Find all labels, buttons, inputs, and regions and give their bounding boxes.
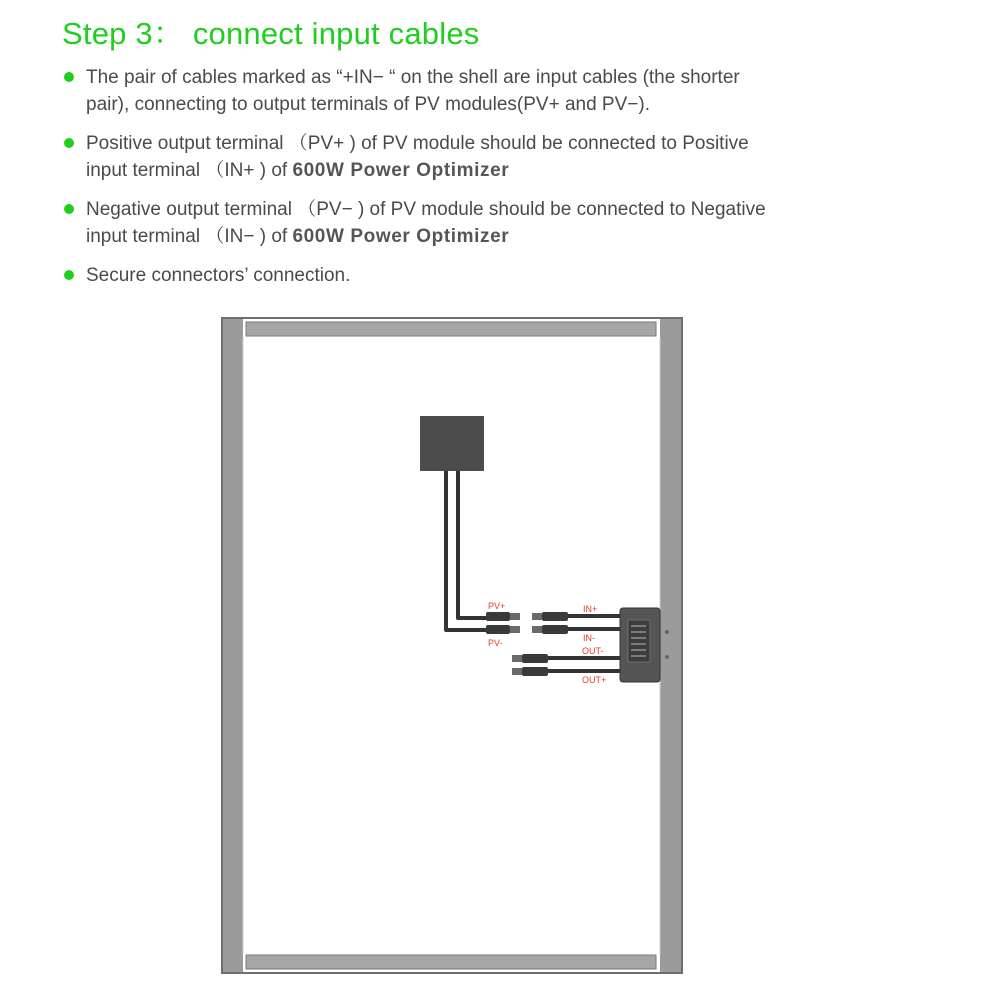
instruction-1-line-1: The pair of cables marked as “+IN− “ on the shell are input cables (the shorter [86,67,740,88]
frame-right-rail [660,319,681,972]
frame-top-rail [246,322,656,336]
label-in-plus: IN+ [583,604,598,614]
instruction-1-line-2: pair), connecting to output terminals of PV modules(PV+ and PV−). [86,94,650,115]
instruction-2-line-1: Positive output terminal （PV+ ) of PV module should be connected to Positive [86,133,749,154]
product-name: 600W Power Optimizer [292,226,510,247]
frame-left-rail [223,319,243,972]
label-pv-plus: PV+ [488,601,506,611]
instruction-4-line-1: Secure connectors’ connection. [86,265,351,286]
label-out-plus: OUT+ [582,675,607,685]
instruction-3-line-1: Negative output terminal （PV− ) of PV module should be connected to Negative [86,199,766,220]
label-in-minus: IN- [583,633,595,643]
pv-junction-box [420,416,484,471]
frame-bottom-rail [246,955,656,969]
label-pv-minus: PV- [488,638,503,648]
step-title: Step 3： connect input cables [62,16,480,51]
instruction-2-line-2-text: input terminal （IN+ ) of [86,160,293,181]
instruction-3-line-2-text: input terminal （IN− ) of [86,226,293,247]
label-out-minus: OUT- [582,646,604,656]
product-name: 600W Power Optimizer [292,160,510,181]
